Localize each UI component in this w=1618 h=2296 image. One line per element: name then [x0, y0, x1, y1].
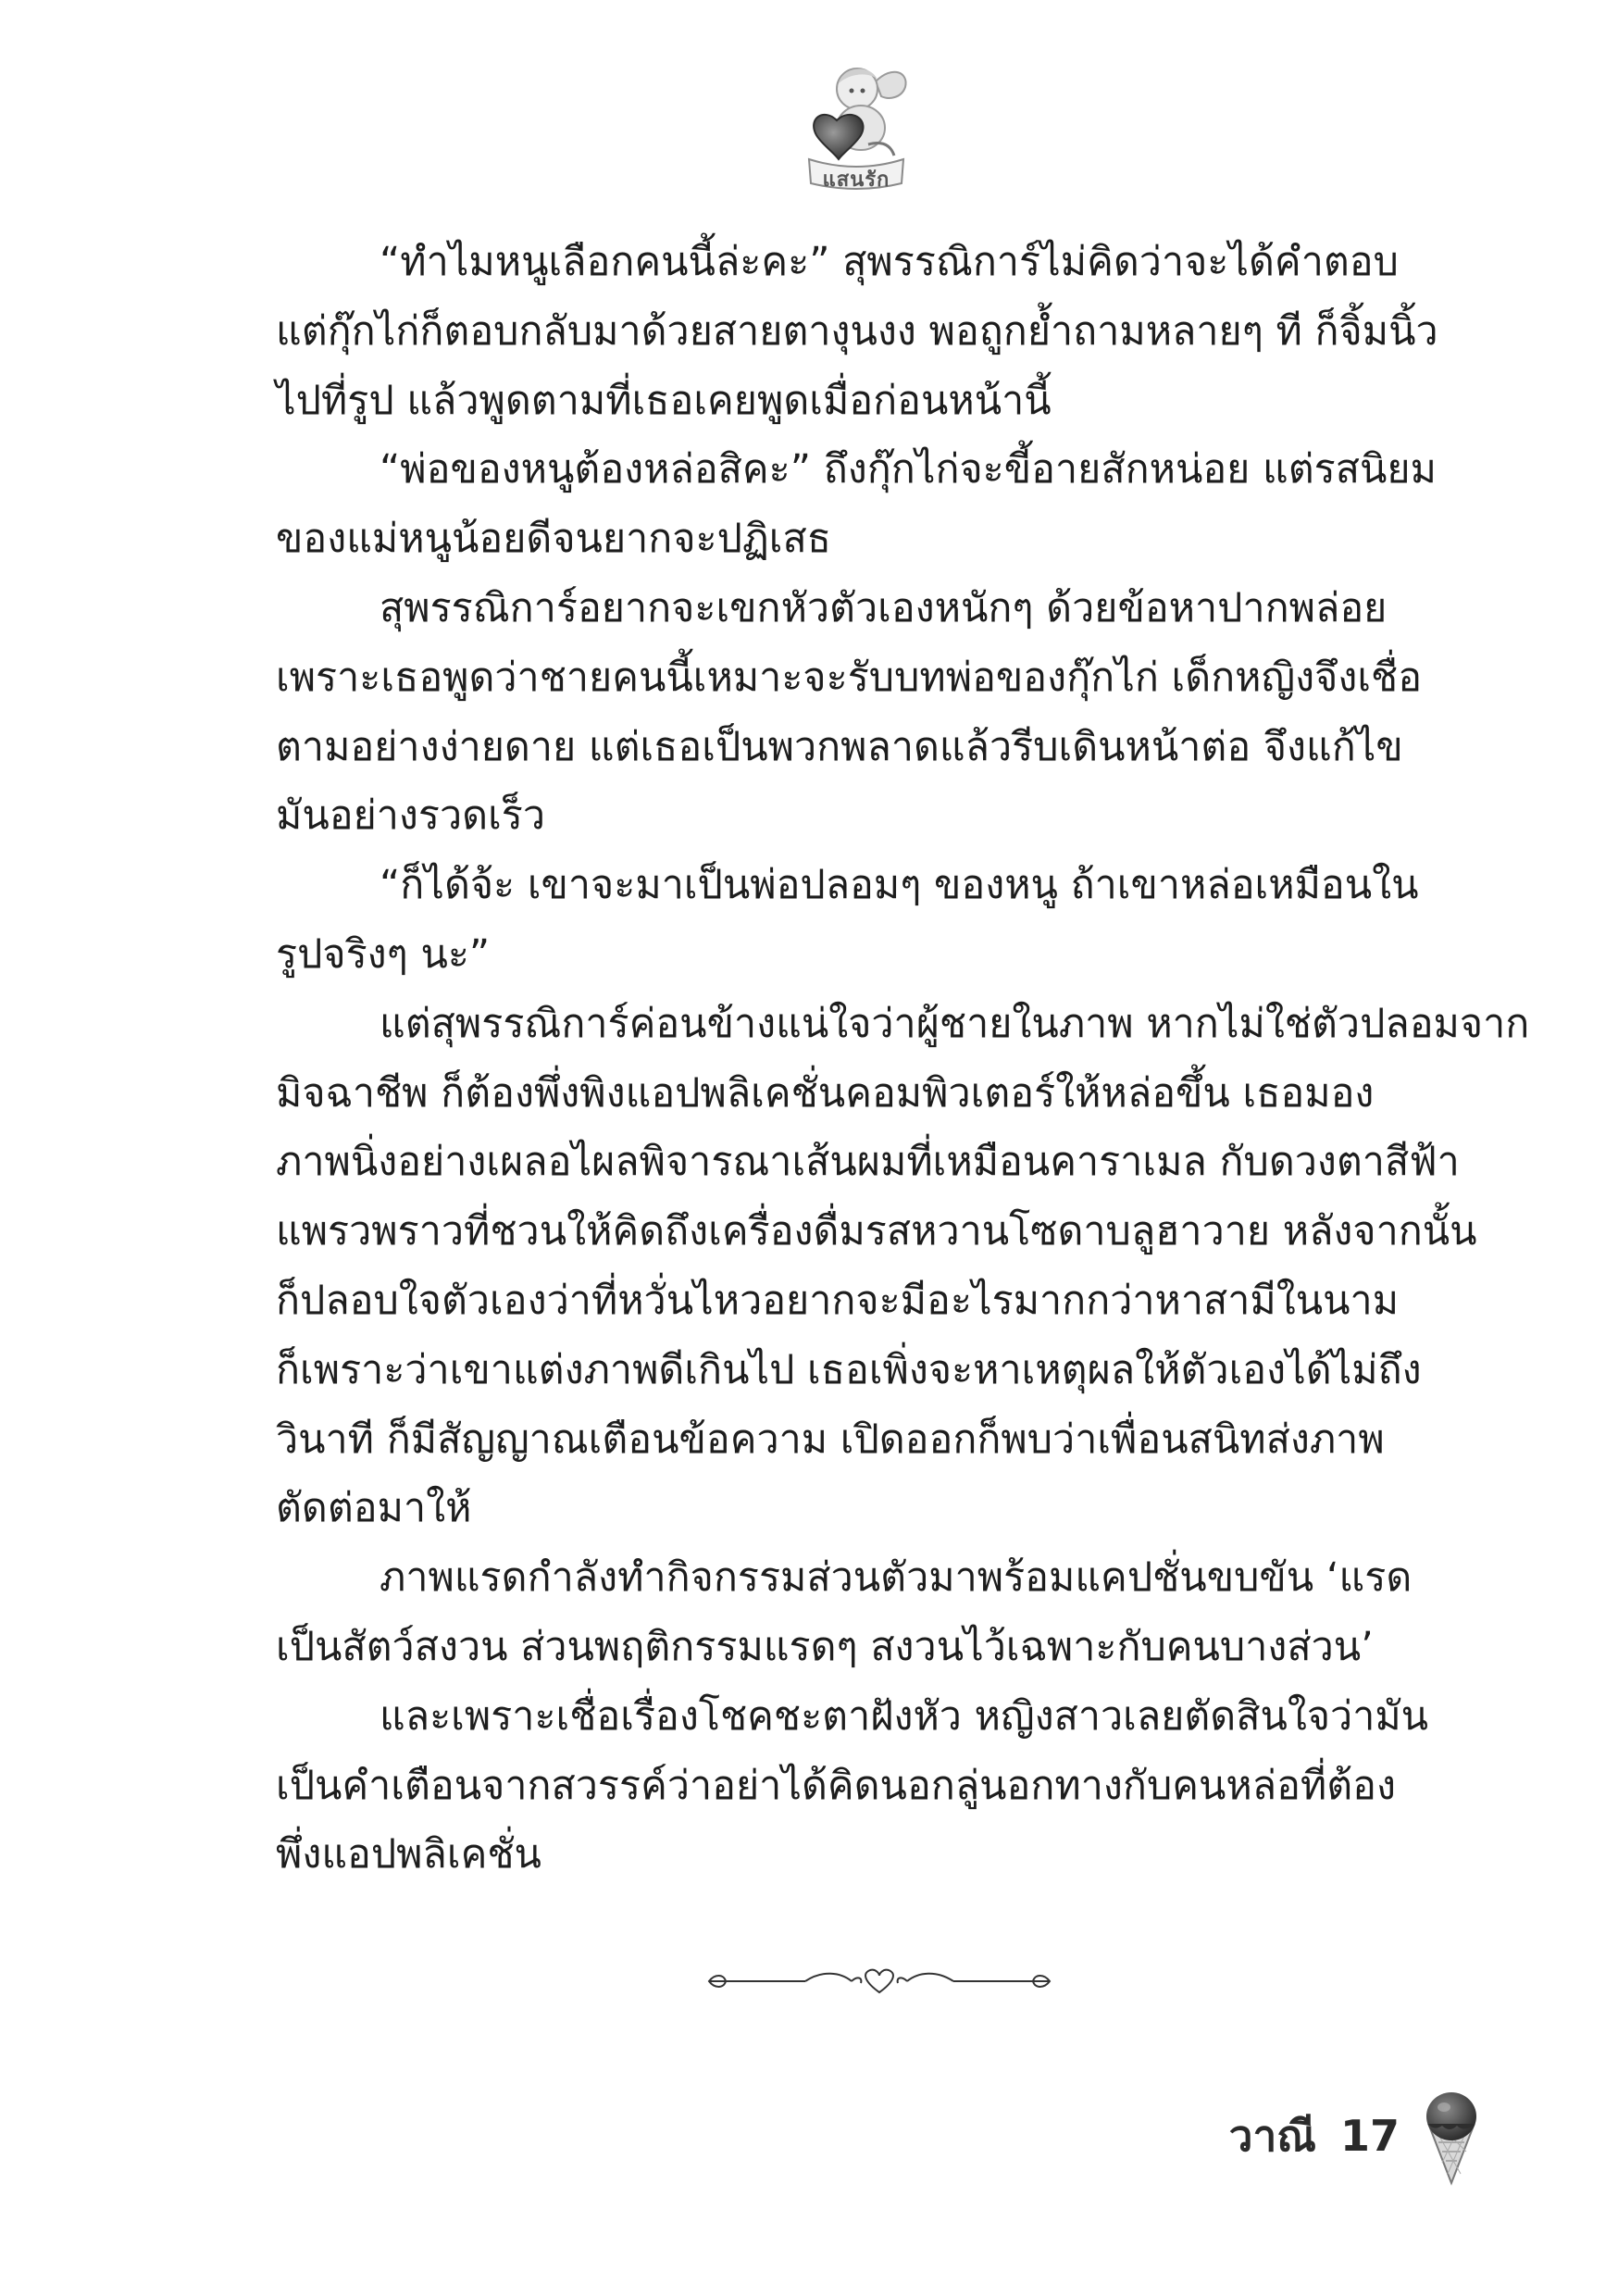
author-name: วาณี — [1228, 2110, 1316, 2161]
text-line: ก็ปลอบใจตัวเองว่าที่หวั่นไหวอยากจะมีอะไรมากกว่าหาสามีในนาม — [276, 1277, 1400, 1324]
text-line: เพราะเธอพูดว่าชายคนนี้เหมาะจะรับบทพ่อของกุ๊กไก่ เด็กหญิงจึงเชื่อ — [276, 654, 1423, 701]
page-number: 17 — [1339, 2111, 1400, 2161]
cupid-heart-logo — [796, 56, 916, 194]
text-line: ของแม่หนูน้อยดีจนยากจะปฏิเสธ — [276, 516, 831, 563]
text-line: “พ่อของหนูต้องหล่อสิคะ” ถึงกุ๊กไก่จะขี้อายสักหน่อย แต่รสนิยม — [380, 446, 1437, 493]
text-line: แต่กุ๊กไก่ก็ตอบกลับมาด้วยสายตางุนงง พอถูกย้ำถามหลายๆ ที ก็จิ้มนิ้ว — [276, 307, 1438, 355]
text-line: ก็เพราะว่าเขาแต่งภาพดีเกินไป เธอเพิ่งจะหาเหตุผลให้ตัวเองได้ไม่ถึง — [276, 1346, 1422, 1393]
heart-flourish-divider-icon — [703, 1963, 1055, 2000]
text-line: แพรวพราวที่ชวนให้คิดถึงเครื่องดื่มรสหวานโซดาบลูฮาวาย หลังจากนั้น — [276, 1208, 1477, 1255]
text-line: ตามอย่างง่ายดาย แต่เธอเป็นพวกพลาดแล้วรีบเดินหน้าต่อ จึงแก้ไข — [276, 723, 1403, 770]
text-line: พึ่งแอปพลิเคชั่น — [276, 1831, 541, 1878]
paragraph — [276, 1682, 1468, 1890]
text-line: มิจฉาชีพ ก็ต้องพึ่งพิงแอปพลิเคชั่นคอมพิวเตอร์ให้หล่อขึ้น เธอมอง — [276, 1069, 1375, 1117]
text-line: วินาที ก็มีสัญญาณเตือนข้อความ เปิดออกก็พบว่าเพื่อนสนิทส่งภาพ — [276, 1416, 1385, 1463]
text-line: เป็นคำเตือนจากสวรรค์ว่าอย่าได้คิดนอกลู่นอกทางกับคนหล่อที่ต้อง — [276, 1762, 1397, 1809]
text-line: แต่สุพรรณิการ์ค่อนข้างแน่ใจว่าผู้ชายในภาพ หากไม่ใช่ตัวปลอมจาก — [380, 1000, 1530, 1047]
section-divider — [703, 1963, 1055, 2000]
paragraph — [276, 990, 1530, 1543]
text-line: ไปที่รูป แล้วพูดตามที่เธอเคยพูดเมื่อก่อนหน้านี้ — [276, 377, 1052, 424]
text-line: และเพราะเชื่อเรื่องโชคชะตาฝังหัว หญิงสาวเลยตัดสินใจว่ามัน — [380, 1692, 1429, 1740]
paragraph — [276, 228, 1468, 435]
text-line: ตัดต่อมาให้ — [276, 1485, 472, 1532]
ice-cream-cone-icon — [1424, 2085, 1479, 2187]
paragraph — [276, 435, 1468, 574]
text-line: มันอย่างรวดเร็ว — [276, 792, 546, 840]
text-line: รูปจริงๆ นะ” — [276, 930, 491, 978]
paragraph — [276, 574, 1468, 851]
story-text — [276, 228, 1530, 1890]
text-line: เป็นสัตว์สงวน ส่วนพฤติกรรมแรดๆ สงวนไว้เฉพาะกับคนบางส่วน’ — [276, 1623, 1374, 1670]
paragraph — [276, 851, 1468, 990]
page-footer — [1229, 2094, 1479, 2177]
paragraph — [276, 1543, 1468, 1682]
text-line: “ทำไมหนูเลือกคนนี้ล่ะคะ” สุพรรณิการ์ไม่คิดว่าจะได้คำตอบ — [380, 239, 1399, 285]
logo-text: แสนรัก — [822, 168, 890, 192]
text-line: ภาพนิ่งอย่างเผลอไผลพิจารณาเส้นผมที่เหมือนคาราเมล กับดวงตาสีฟ้า — [276, 1139, 1460, 1186]
text-line: ภาพแรดกำลังทำกิจกรรมส่วนตัวมาพร้อมแคปชั่นขบขัน ‘แรด — [380, 1554, 1413, 1602]
text-line: สุพรรณิการ์อยากจะเขกหัวตัวเองหนักๆ ด้วยข้อหาปากพล่อย — [380, 584, 1388, 631]
text-line: “ก็ได้จ้ะ เขาจะมาเป็นพ่อปลอมๆ ของหนู ถ้าเขาหล่อเหมือนใน — [380, 862, 1419, 909]
